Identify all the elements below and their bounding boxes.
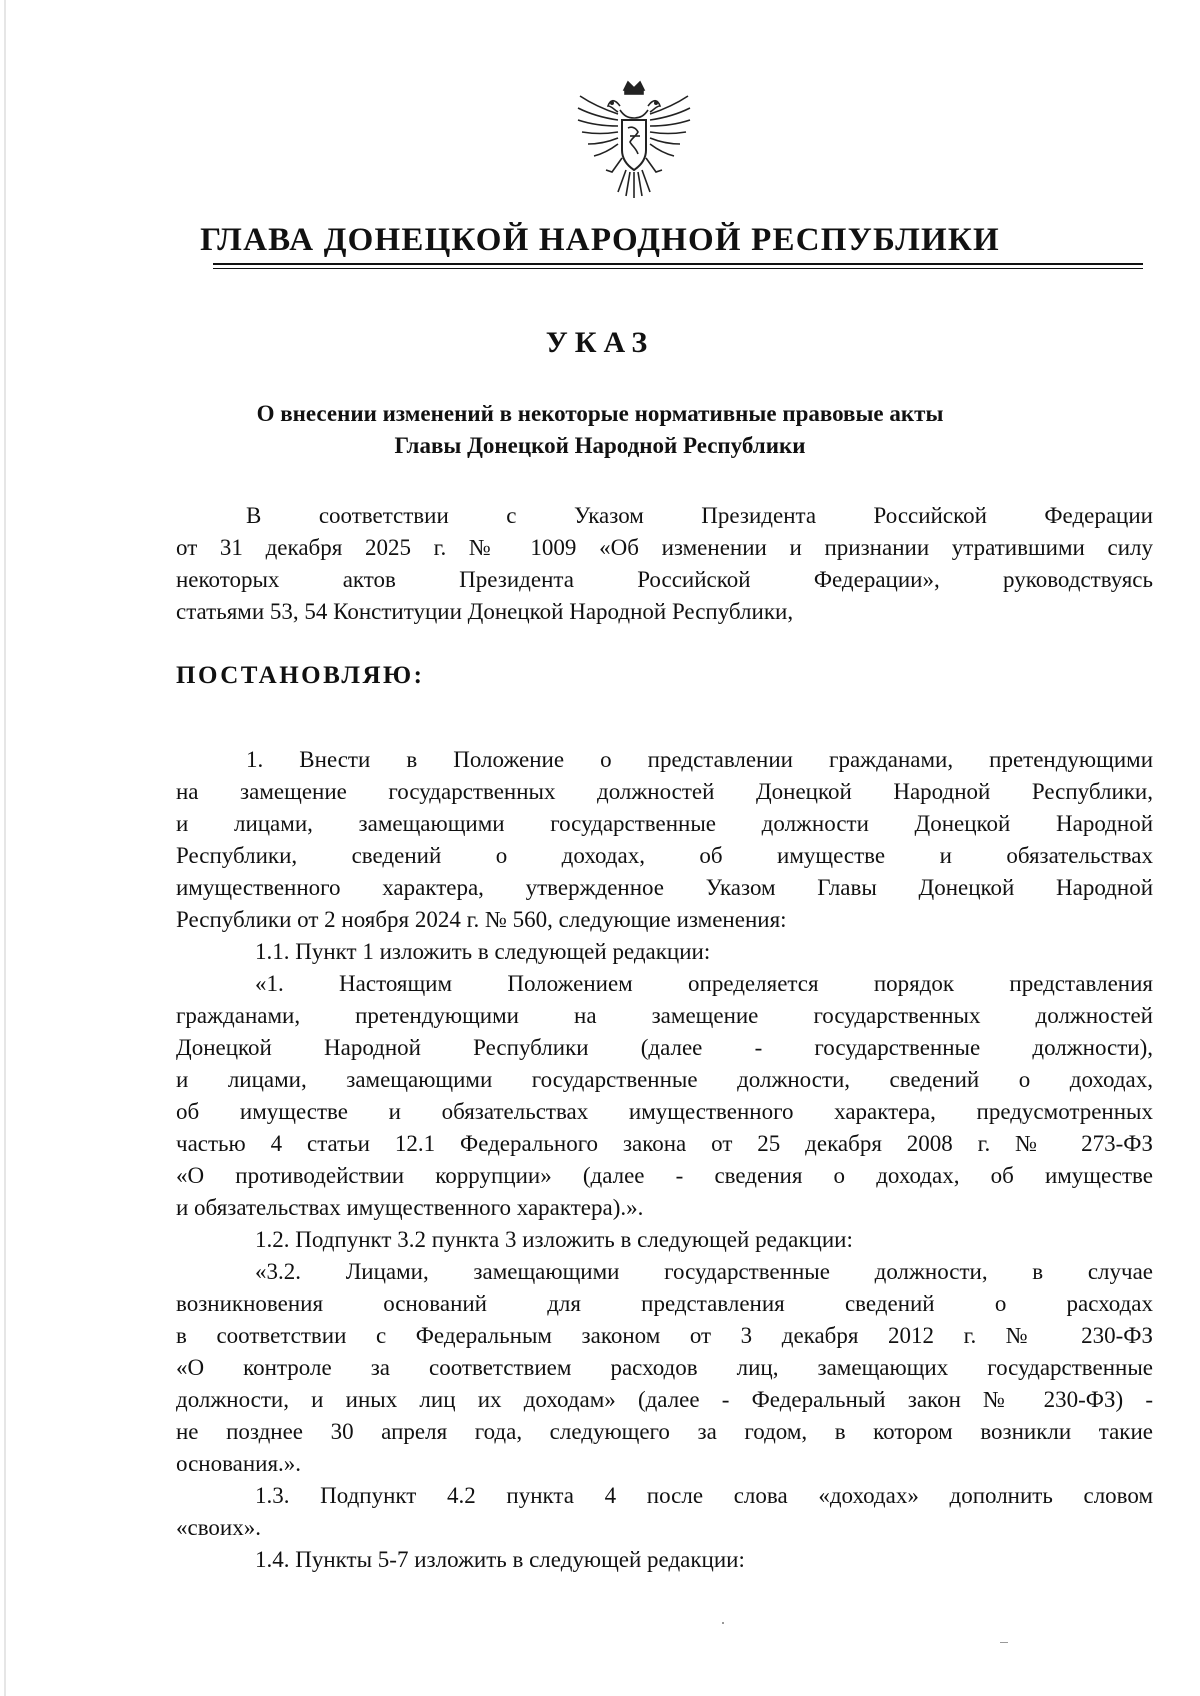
body-line: 1.1. Пункт 1 изложить в следующей редакции: bbox=[255, 939, 711, 964]
decree-word: ПОСТАНОВЛЯЮ: bbox=[176, 662, 425, 689]
body-line: Республики от 2 ноября 2024 г. № 560, следующие изменения: bbox=[176, 907, 787, 932]
body-line: «О контроле за соответствием расходов лиц, замещающих государственные bbox=[176, 1355, 1153, 1380]
subject-line: О внесении изменений в некоторые нормативные правовые акты bbox=[256, 401, 944, 426]
body-line: 1.2. Подпункт 3.2 пункта 3 изложить в следующей редакции: bbox=[255, 1227, 853, 1252]
coat-of-arms-icon bbox=[570, 76, 698, 204]
body-line: «своих». bbox=[176, 1515, 261, 1540]
preamble-line: статьями 53, 54 Конституции Донецкой Народной Республики, bbox=[176, 599, 794, 624]
body-line: частью 4 статьи 12.1 Федерального закона от 25 декабря 2008 г. № 273-ФЗ bbox=[176, 1131, 1153, 1156]
preamble-line: от 31 декабря 2025 г. № 1009 «Об изменении и признании утратившими силу bbox=[176, 535, 1153, 560]
body-line: должности, и иных лиц их доходам» (далее - Федеральный закон № 230-ФЗ) - bbox=[176, 1387, 1153, 1412]
issuer-title: ГЛАВА ДОНЕЦКОЙ НАРОДНОЙ РЕСПУБЛИКИ bbox=[200, 222, 1000, 258]
body-line: на замещение государственных должностей Донецкой Народной Республики, bbox=[176, 779, 1153, 804]
body-line: в соответствии с Федеральным законом от 3 декабря 2012 г. № 230-ФЗ bbox=[176, 1323, 1153, 1348]
body-line: Республики, сведений о доходах, об имуществе и обязательствах bbox=[176, 843, 1153, 868]
subject-line: Главы Донецкой Народной Республики bbox=[394, 433, 806, 458]
preamble-line: некоторых актов Президента Российской Федерации», руководствуясь bbox=[176, 567, 1153, 592]
body-line: и лицами, замещающими государственные должности, сведений о доходах, bbox=[176, 1067, 1153, 1092]
body-line: и обязательствах имущественного характера).». bbox=[176, 1195, 644, 1220]
body-line: «1. Настоящим Положением определяется порядок представления bbox=[255, 971, 1153, 996]
body-line: 1. Внести в Положение о представлении гражданами, претендующими bbox=[246, 747, 1153, 772]
header-rule bbox=[213, 263, 1143, 265]
body-line: возникновения оснований для представления сведений о расходах bbox=[176, 1291, 1153, 1316]
body-line: имущественного характера, утвержденное Указом Главы Донецкой Народной bbox=[176, 875, 1153, 900]
body-line: «О противодействии коррупции» (далее - сведения о доходах, об имуществе bbox=[176, 1163, 1153, 1188]
document-subject bbox=[0, 398, 1200, 462]
body-line: 1.4. Пункты 5-7 изложить в следующей редакции: bbox=[255, 1547, 745, 1572]
body-line: Донецкой Народной Республики (далее - государственные должности), bbox=[176, 1035, 1153, 1060]
body-line: основания.». bbox=[176, 1451, 302, 1476]
decree-body bbox=[176, 744, 1153, 1576]
body-line: об имуществе и обязательствах имущественного характера, предусмотренных bbox=[176, 1099, 1153, 1124]
preamble bbox=[176, 500, 1153, 628]
document-type: УКАЗ bbox=[545, 326, 655, 359]
preamble-line: В соответствии с Указом Президента Российской Федерации bbox=[246, 503, 1153, 528]
body-line: 1.3. Подпункт 4.2 пункта 4 после слова «доходах» дополнить словом bbox=[255, 1483, 1153, 1508]
header-rule-thin bbox=[213, 268, 1143, 269]
body-line: не позднее 30 апреля года, следующего за годом, в котором возникли такие bbox=[176, 1419, 1153, 1444]
body-line: и лицами, замещающими государственные должности Донецкой Народной bbox=[176, 811, 1153, 836]
body-line: «3.2. Лицами, замещающими государственные должности, в случае bbox=[255, 1259, 1153, 1284]
body-line: гражданами, претендующими на замещение государственных должностей bbox=[176, 1003, 1153, 1028]
